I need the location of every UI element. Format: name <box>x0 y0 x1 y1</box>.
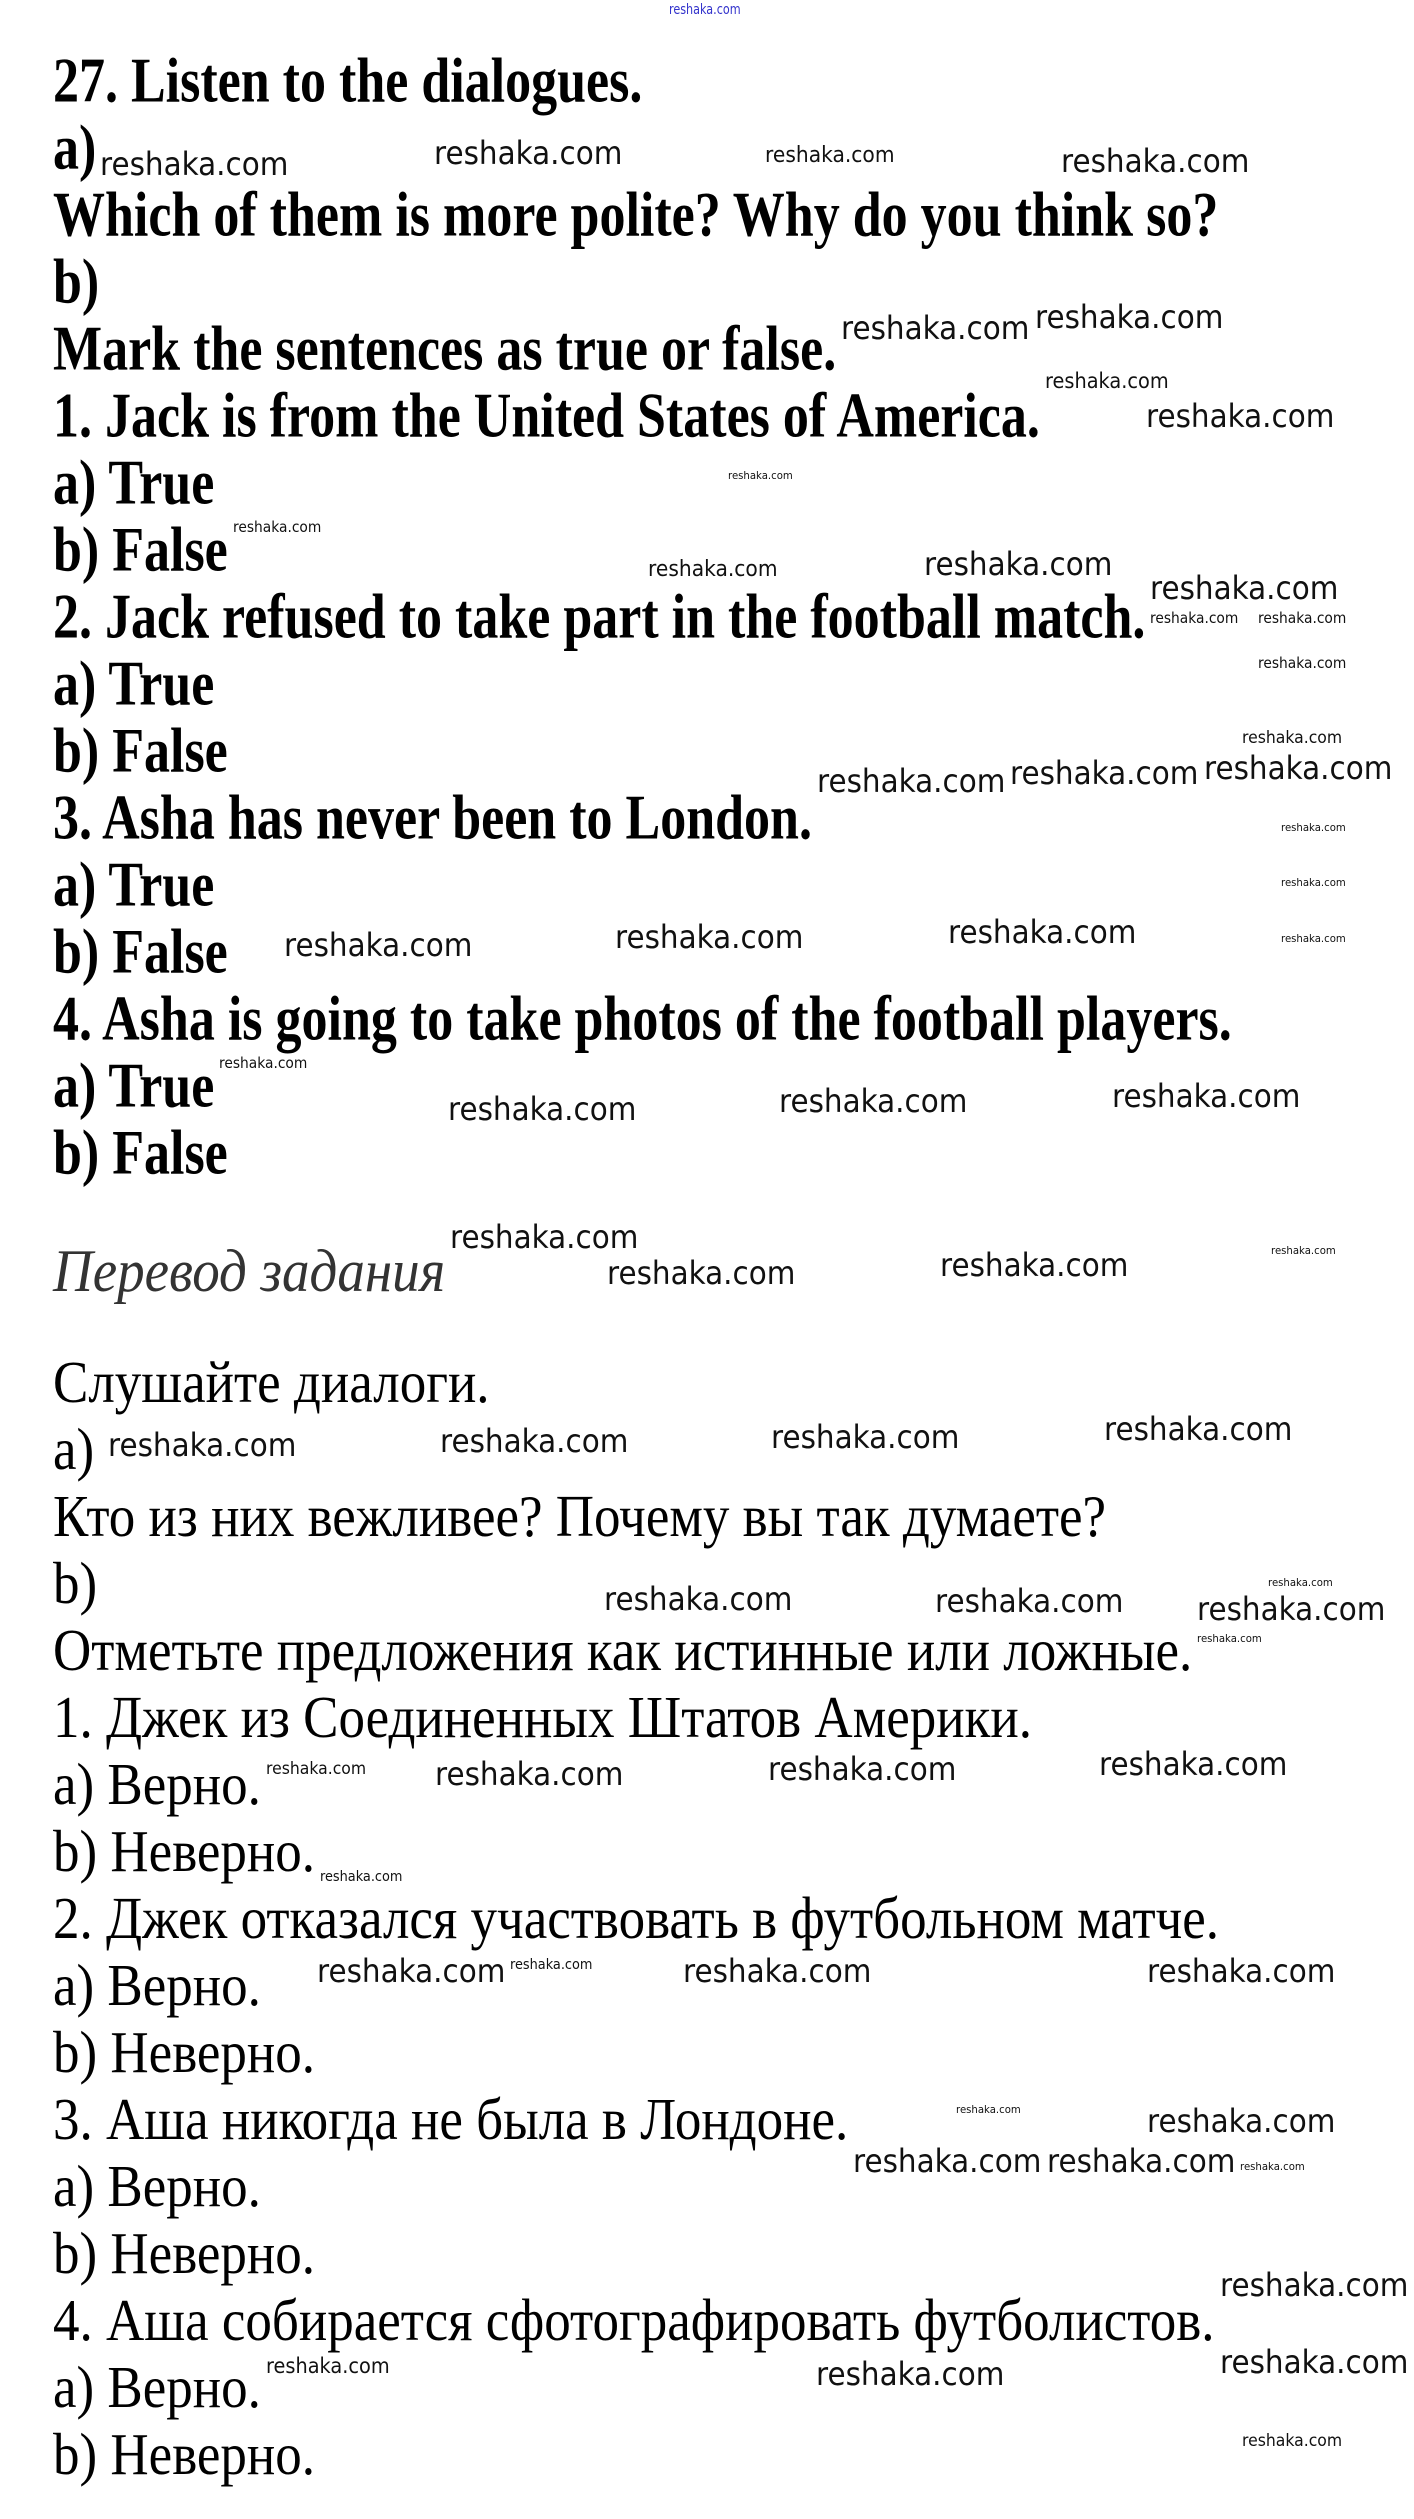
watermark: reshaka.com <box>1197 1632 1262 1645</box>
watermark: reshaka.com <box>440 1422 629 1460</box>
watermark: reshaka.com <box>948 913 1137 951</box>
watermark: reshaka.com <box>817 762 1006 800</box>
watermark: reshaka.com <box>1271 1244 1336 1257</box>
watermark: reshaka.com <box>320 1869 403 1885</box>
english-line: b) False <box>53 917 228 988</box>
watermark: reshaka.com <box>1258 609 1347 627</box>
translation-line: a) Верно. <box>53 2355 261 2421</box>
watermark: reshaka.com <box>317 1952 506 1990</box>
translation-line: b) Неверно. <box>53 2020 316 2086</box>
watermark: reshaka.com <box>816 2355 1005 2393</box>
watermark: reshaka.com <box>924 545 1113 583</box>
watermark: reshaka.com <box>266 1759 367 1779</box>
translation-line: Отметьте предложения как истинные или ложные. <box>53 1618 1193 1684</box>
translation-line: a) <box>53 1417 95 1483</box>
watermark: reshaka.com <box>1045 369 1169 393</box>
watermark: reshaka.com <box>1150 569 1339 607</box>
watermark: reshaka.com <box>1268 1576 1333 1589</box>
translation-title: Перевод задания <box>53 1236 446 1305</box>
watermark: reshaka.com <box>100 145 289 183</box>
translation-line: b) <box>53 1551 98 1617</box>
english-line: 3. Asha has never been to London. <box>53 783 812 854</box>
watermark: reshaka.com <box>1112 1077 1301 1115</box>
translation-line: 2. Джек отказался участвовать в футбольном матче. <box>53 1886 1220 1952</box>
translation-line: a) Верно. <box>53 1953 261 2019</box>
watermark: reshaka.com <box>233 518 322 536</box>
watermark: reshaka.com <box>615 918 804 956</box>
translation-line: 4. Аша собирается сфотографировать футболистов. <box>53 2288 1215 2354</box>
watermark: reshaka.com <box>841 309 1030 347</box>
watermark: reshaka.com <box>1147 1952 1336 1990</box>
watermark: reshaka.com <box>768 1750 957 1788</box>
english-line: b) False <box>53 1118 228 1189</box>
watermark: reshaka.com <box>1242 728 1343 748</box>
watermark: reshaka.com <box>450 1218 639 1256</box>
watermark: reshaka.com <box>1104 1410 1293 1448</box>
watermark: reshaka.com <box>510 1957 593 1973</box>
english-line: Mark the sentences as true or false. <box>53 314 837 385</box>
watermark: reshaka.com <box>1010 754 1199 792</box>
translation-line: b) Неверно. <box>53 2221 316 2287</box>
watermark: reshaka.com <box>219 1054 308 1072</box>
watermark: reshaka.com <box>1281 932 1346 945</box>
watermark: reshaka.com <box>1281 821 1346 834</box>
watermark: reshaka.com <box>1204 749 1393 787</box>
english-line: b) <box>53 247 100 318</box>
watermark: reshaka.com <box>683 1952 872 1990</box>
watermark: reshaka.com <box>448 1090 637 1128</box>
watermark: reshaka.com <box>108 1426 297 1464</box>
watermark: reshaka.com <box>940 1246 1129 1284</box>
watermark: reshaka.com <box>607 1254 796 1292</box>
translation-line: a) Верно. <box>53 2154 261 2220</box>
english-line: b) False <box>53 716 228 787</box>
watermark: reshaka.com <box>1220 2266 1409 2304</box>
watermark: reshaka.com <box>434 134 623 172</box>
watermark: reshaka.com <box>779 1082 968 1120</box>
watermark: reshaka.com <box>648 557 778 582</box>
translation-line: 3. Аша никогда не была в Лондоне. <box>53 2087 849 2153</box>
watermark: reshaka.com <box>1035 298 1224 336</box>
watermark: reshaka.com <box>1099 1745 1288 1783</box>
english-line: 1. Jack is from the United States of America. <box>53 381 1040 452</box>
watermark: reshaka.com <box>435 1755 624 1793</box>
english-line: a) True <box>53 448 215 519</box>
watermark: reshaka.com <box>1150 609 1239 627</box>
watermark: reshaka.com <box>1281 876 1346 889</box>
english-line: a) True <box>53 649 215 720</box>
english-line: b) False <box>53 515 228 586</box>
english-line: a) True <box>53 850 215 921</box>
translation-line: a) Верно. <box>53 1752 261 1818</box>
translation-line: 1. Джек из Соединенных Штатов Америки. <box>53 1685 1032 1751</box>
translation-line: b) Неверно. <box>53 2422 316 2488</box>
watermark: reshaka.com <box>1061 142 1250 180</box>
watermark: reshaka.com <box>771 1418 960 1456</box>
header-watermark: reshaka.com <box>668 2 741 18</box>
translation-line: b) Неверно. <box>53 1819 316 1885</box>
watermark: reshaka.com <box>266 2354 390 2378</box>
watermark: reshaka.com <box>1258 654 1347 672</box>
watermark: reshaka.com <box>284 926 473 964</box>
english-line: 2. Jack refused to take part in the football match. <box>53 582 1146 653</box>
english-line: 27. Listen to the dialogues. <box>53 46 643 117</box>
english-line: a) True <box>53 1051 215 1122</box>
watermark: reshaka.com <box>1147 2102 1336 2140</box>
translation-line: Слушайте диалоги. <box>53 1350 490 1416</box>
watermark: reshaka.com <box>935 1582 1124 1620</box>
watermark: reshaka.com <box>1220 2343 1409 2381</box>
watermark: reshaka.com <box>604 1580 793 1618</box>
watermark: reshaka.com <box>1146 397 1335 435</box>
translation-line: Кто из них вежливее? Почему вы так думаете? <box>53 1484 1107 1550</box>
watermark: reshaka.com <box>728 469 793 482</box>
watermark: reshaka.com <box>1240 2160 1305 2173</box>
watermark: reshaka.com <box>765 143 895 168</box>
english-line: a) <box>53 113 97 184</box>
english-line: 4. Asha is going to take photos of the football players. <box>53 984 1232 1055</box>
english-line: Which of them is more polite? Why do you think so? <box>53 180 1219 251</box>
watermark: reshaka.com <box>1197 1590 1386 1628</box>
watermark: reshaka.com <box>1242 2431 1343 2451</box>
watermark: reshaka.com <box>853 2142 1042 2180</box>
watermark: reshaka.com <box>956 2103 1021 2116</box>
watermark: reshaka.com <box>1047 2142 1236 2180</box>
